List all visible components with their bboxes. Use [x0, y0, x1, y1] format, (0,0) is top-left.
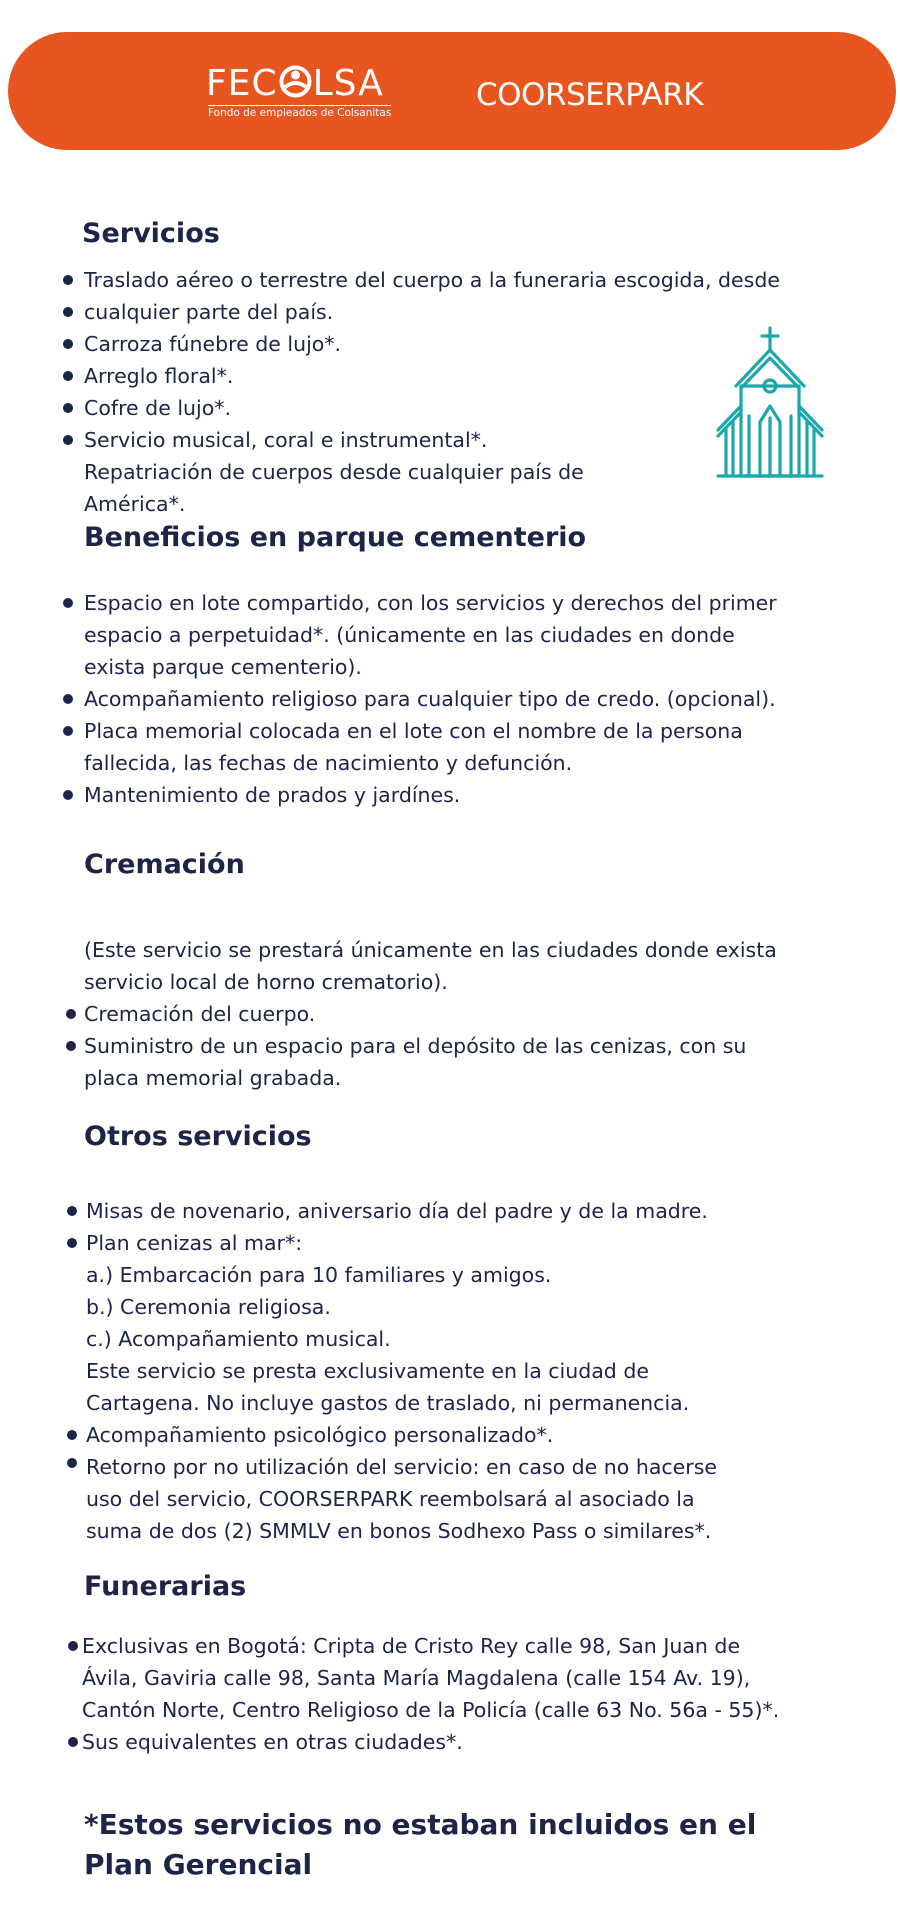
- list-item: Cofre de lujo*.: [84, 396, 232, 420]
- list-item: Plan cenizas al mar*:: [86, 1231, 303, 1255]
- list-item: c.) Acompañamiento musical.: [86, 1327, 391, 1351]
- fecolsa-o-mark-icon: [279, 65, 312, 98]
- section-title-cremacion: Cremación: [84, 849, 245, 880]
- list-item: Mantenimiento de prados y jardínes.: [84, 783, 461, 807]
- list-item: Este servicio se presta exclusivamente en la ciudad de: [86, 1359, 649, 1383]
- bullet: [63, 790, 73, 800]
- list-item: Repatriación de cuerpos desde cualquier país de: [84, 460, 584, 484]
- coorserpark-logo: COORSERPARK: [476, 77, 704, 113]
- list-item: exista parque cementerio).: [84, 655, 362, 679]
- list-item: América*.: [84, 492, 186, 516]
- footer-note-line-2: Plan Gerencial: [84, 1848, 313, 1881]
- footer-note-line-1: *Estos servicios no estaban incluidos en el: [84, 1808, 757, 1841]
- church-icon: [716, 326, 824, 478]
- fecolsa-tagline: Fondo de empleados de Colsanitas: [208, 107, 392, 119]
- list-item: (Este servicio se prestará únicamente en las ciudades donde exista: [84, 938, 777, 962]
- list-item: placa memorial grabada.: [84, 1066, 342, 1090]
- brand-header: [8, 32, 896, 150]
- list-item: Traslado aéreo o terrestre del cuerpo a la funeraria escogida, desde: [84, 268, 780, 292]
- list-item: Misas de novenario, aniversario día del padre y de la madre.: [86, 1199, 708, 1223]
- bullet: [67, 1430, 77, 1440]
- list-item: Cantón Norte, Centro Religioso de la Policía (calle 63 No. 56a - 55)*.: [82, 1698, 780, 1722]
- list-item: fallecida, las fechas de nacimiento y defunción.: [84, 751, 573, 775]
- bullet: [66, 1009, 76, 1019]
- list-item: Acompañamiento religioso para cualquier tipo de credo. (opcional).: [84, 687, 776, 711]
- list-item: Retorno por no utilización del servicio: en caso de no hacerse: [86, 1455, 718, 1479]
- list-item: cualquier parte del país.: [84, 300, 334, 324]
- fecolsa-wordmark: FEC LSA: [206, 63, 384, 104]
- list-item: Cremación del cuerpo.: [84, 1002, 316, 1026]
- list-item: Espacio en lote compartido, con los servicios y derechos del primer: [84, 591, 777, 615]
- list-item: Ávila, Gaviria calle 98, Santa María Magdalena (calle 154 Av. 19),: [82, 1666, 751, 1690]
- bullet: [67, 1206, 77, 1216]
- section-title-funerarias: Funerarias: [84, 1571, 247, 1602]
- list-item: Arreglo floral*.: [84, 364, 234, 388]
- bullet: [67, 1238, 77, 1248]
- section-title-servicios: Servicios: [82, 218, 220, 249]
- fecolsa-logo: [206, 62, 391, 120]
- section-title-beneficios: Beneficios en parque cementerio: [84, 522, 587, 553]
- list-item: Suministro de un espacio para el depósito de las cenizas, con su: [84, 1034, 747, 1058]
- list-item: Acompañamiento psicológico personalizado*.: [86, 1423, 554, 1447]
- bullet: [63, 598, 73, 608]
- bullet: [68, 1641, 78, 1651]
- bullet: [63, 435, 73, 445]
- list-item: servicio local de horno crematorio).: [84, 970, 448, 994]
- list-item: Sus equivalentes en otras ciudades*.: [82, 1730, 463, 1754]
- bullet: [63, 694, 73, 704]
- list-item: uso del servicio, COORSERPARK reembolsará al asociado la: [86, 1487, 695, 1511]
- bullet: [66, 1041, 76, 1051]
- list-item: Carroza fúnebre de lujo*.: [84, 332, 342, 356]
- list-item: a.) Embarcación para 10 familiares y amigos.: [86, 1263, 552, 1287]
- bullet: [67, 1458, 77, 1468]
- bullet: [63, 403, 73, 413]
- list-item: espacio a perpetuidad*. (únicamente en las ciudades en donde: [84, 623, 735, 647]
- list-item: Cartagena. No incluye gastos de traslado, ni permanencia.: [86, 1391, 690, 1415]
- bullet: [63, 339, 73, 349]
- bullet: [63, 726, 73, 736]
- bullet: [63, 275, 73, 285]
- bullet: [63, 371, 73, 381]
- list-item: Servicio musical, coral e instrumental*.: [84, 428, 488, 452]
- bullet: [68, 1737, 78, 1747]
- list-item: b.) Ceremonia religiosa.: [86, 1295, 331, 1319]
- list-item: suma de dos (2) SMMLV en bonos Sodhexo Pass o similares*.: [86, 1519, 712, 1543]
- list-item: Placa memorial colocada en el lote con el nombre de la persona: [84, 719, 743, 743]
- list-item: Exclusivas en Bogotá: Cripta de Cristo Rey calle 98, San Juan de: [82, 1634, 741, 1658]
- section-title-otros: Otros servicios: [84, 1121, 312, 1152]
- bullet: [63, 307, 73, 317]
